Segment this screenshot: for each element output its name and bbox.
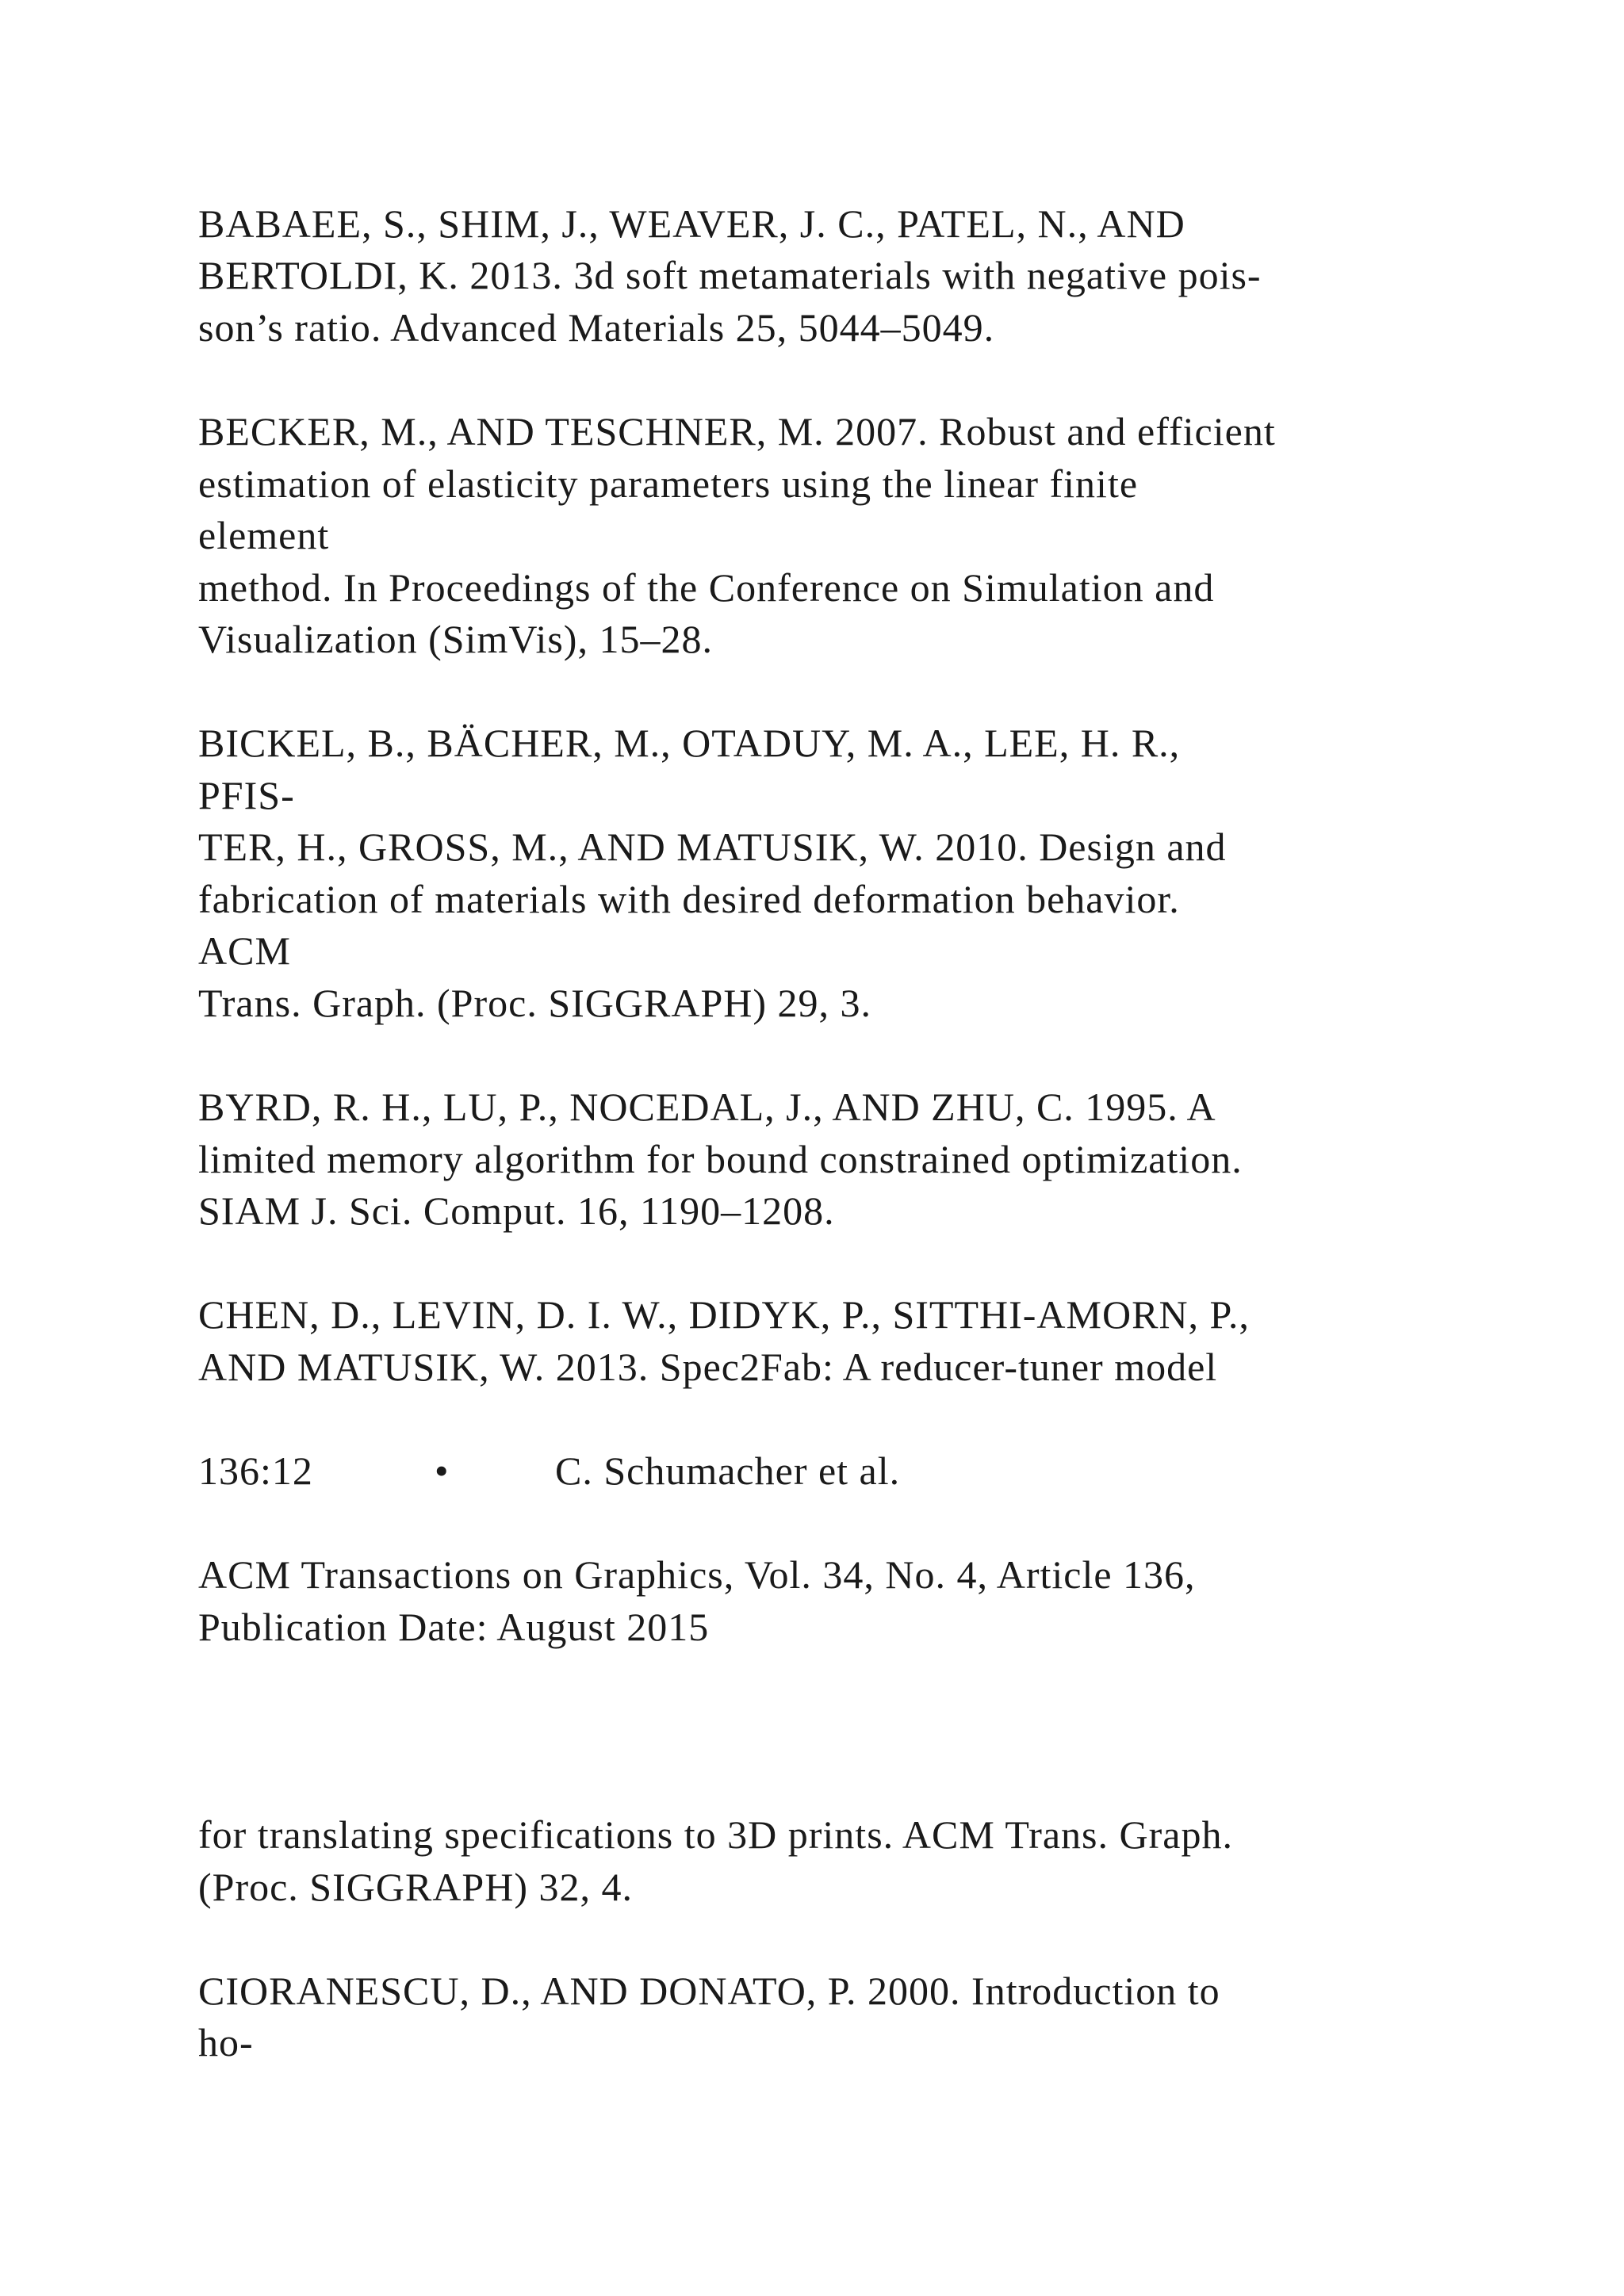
running-author: C. Schumacher et al.	[555, 1448, 901, 1493]
reference-bickel-line-1: BICKEL, B., BÄCHER, M., OTADUY, M. A., LEE, H. R.,	[198, 721, 1181, 765]
reference-babaee-line-2: BERTOLDI, K. 2013. 3d soft metamaterials with negative pois-	[198, 253, 1262, 297]
reference-chen-line-1: CHEN, D., LEVIN, D. I. W., DIDYK, P., SITTHI-AMORN, P.,	[198, 1292, 1250, 1337]
journal-info-line-2: Publication Date: August 2015	[198, 1605, 710, 1649]
reference-babaee-line-1: BABAEE, S., SHIM, J., WEAVER, J. C., PATEL, N., AND	[198, 201, 1185, 246]
reference-chen-continued-line-1: for translating specifications to 3D prints. ACM Trans. Graph.	[198, 1812, 1233, 1857]
reference-byrd-line-2: limited memory algorithm for bound constrained optimization.	[198, 1137, 1243, 1181]
journal-info-line-1: ACM Transactions on Graphics, Vol. 34, No. 4, Article 136,	[198, 1552, 1196, 1597]
reference-chen-line-2: AND MATUSIK, W. 2013. Spec2Fab: A reducer-tuner model	[198, 1345, 1218, 1389]
reference-becker-line-2: estimation of elasticity parameters using the linear finite	[198, 461, 1139, 506]
reference-becker-line-3: element	[198, 513, 330, 557]
reference-bickel-line-4: fabrication of materials with desired deformation behavior.	[198, 877, 1180, 921]
reference-becker-line-5: Visualization (SimVis), 15–28.	[198, 617, 713, 661]
reference-cioranescu-line-2: ho-	[198, 2020, 254, 2064]
reference-byrd-line-3: SIAM J. Sci. Comput. 16, 1190–1208.	[198, 1188, 835, 1233]
page-number: 136:12	[198, 1448, 313, 1493]
reference-becker-line-1: BECKER, M., AND TESCHNER, M. 2007. Robust and efficient	[198, 409, 1276, 453]
footer-bullet: •	[435, 1448, 450, 1493]
reference-bickel-line-2: PFIS-	[198, 773, 295, 817]
reference-bickel-line-5: ACM	[198, 928, 291, 973]
reference-chen-continued-line-2: (Proc. SIGGRAPH) 32, 4.	[198, 1865, 633, 1909]
reference-byrd-line-1: BYRD, R. H., LU, P., NOCEDAL, J., AND ZHU, C. 1995. A	[198, 1085, 1216, 1129]
reference-bickel-line-6: Trans. Graph. (Proc. SIGGRAPH) 29, 3.	[198, 981, 872, 1025]
reference-babaee-line-3: son’s ratio. Advanced Materials 25, 5044–5049.	[198, 305, 995, 350]
reference-becker-line-4: method. In Proceedings of the Conference on Simulation and	[198, 565, 1215, 610]
reference-cioranescu-line-1: CIORANESCU, D., AND DONATO, P. 2000. Introduction to	[198, 1969, 1220, 2013]
reference-bickel-line-3: TER, H., GROSS, M., AND MATUSIK, W. 2010. Design and	[198, 825, 1227, 869]
